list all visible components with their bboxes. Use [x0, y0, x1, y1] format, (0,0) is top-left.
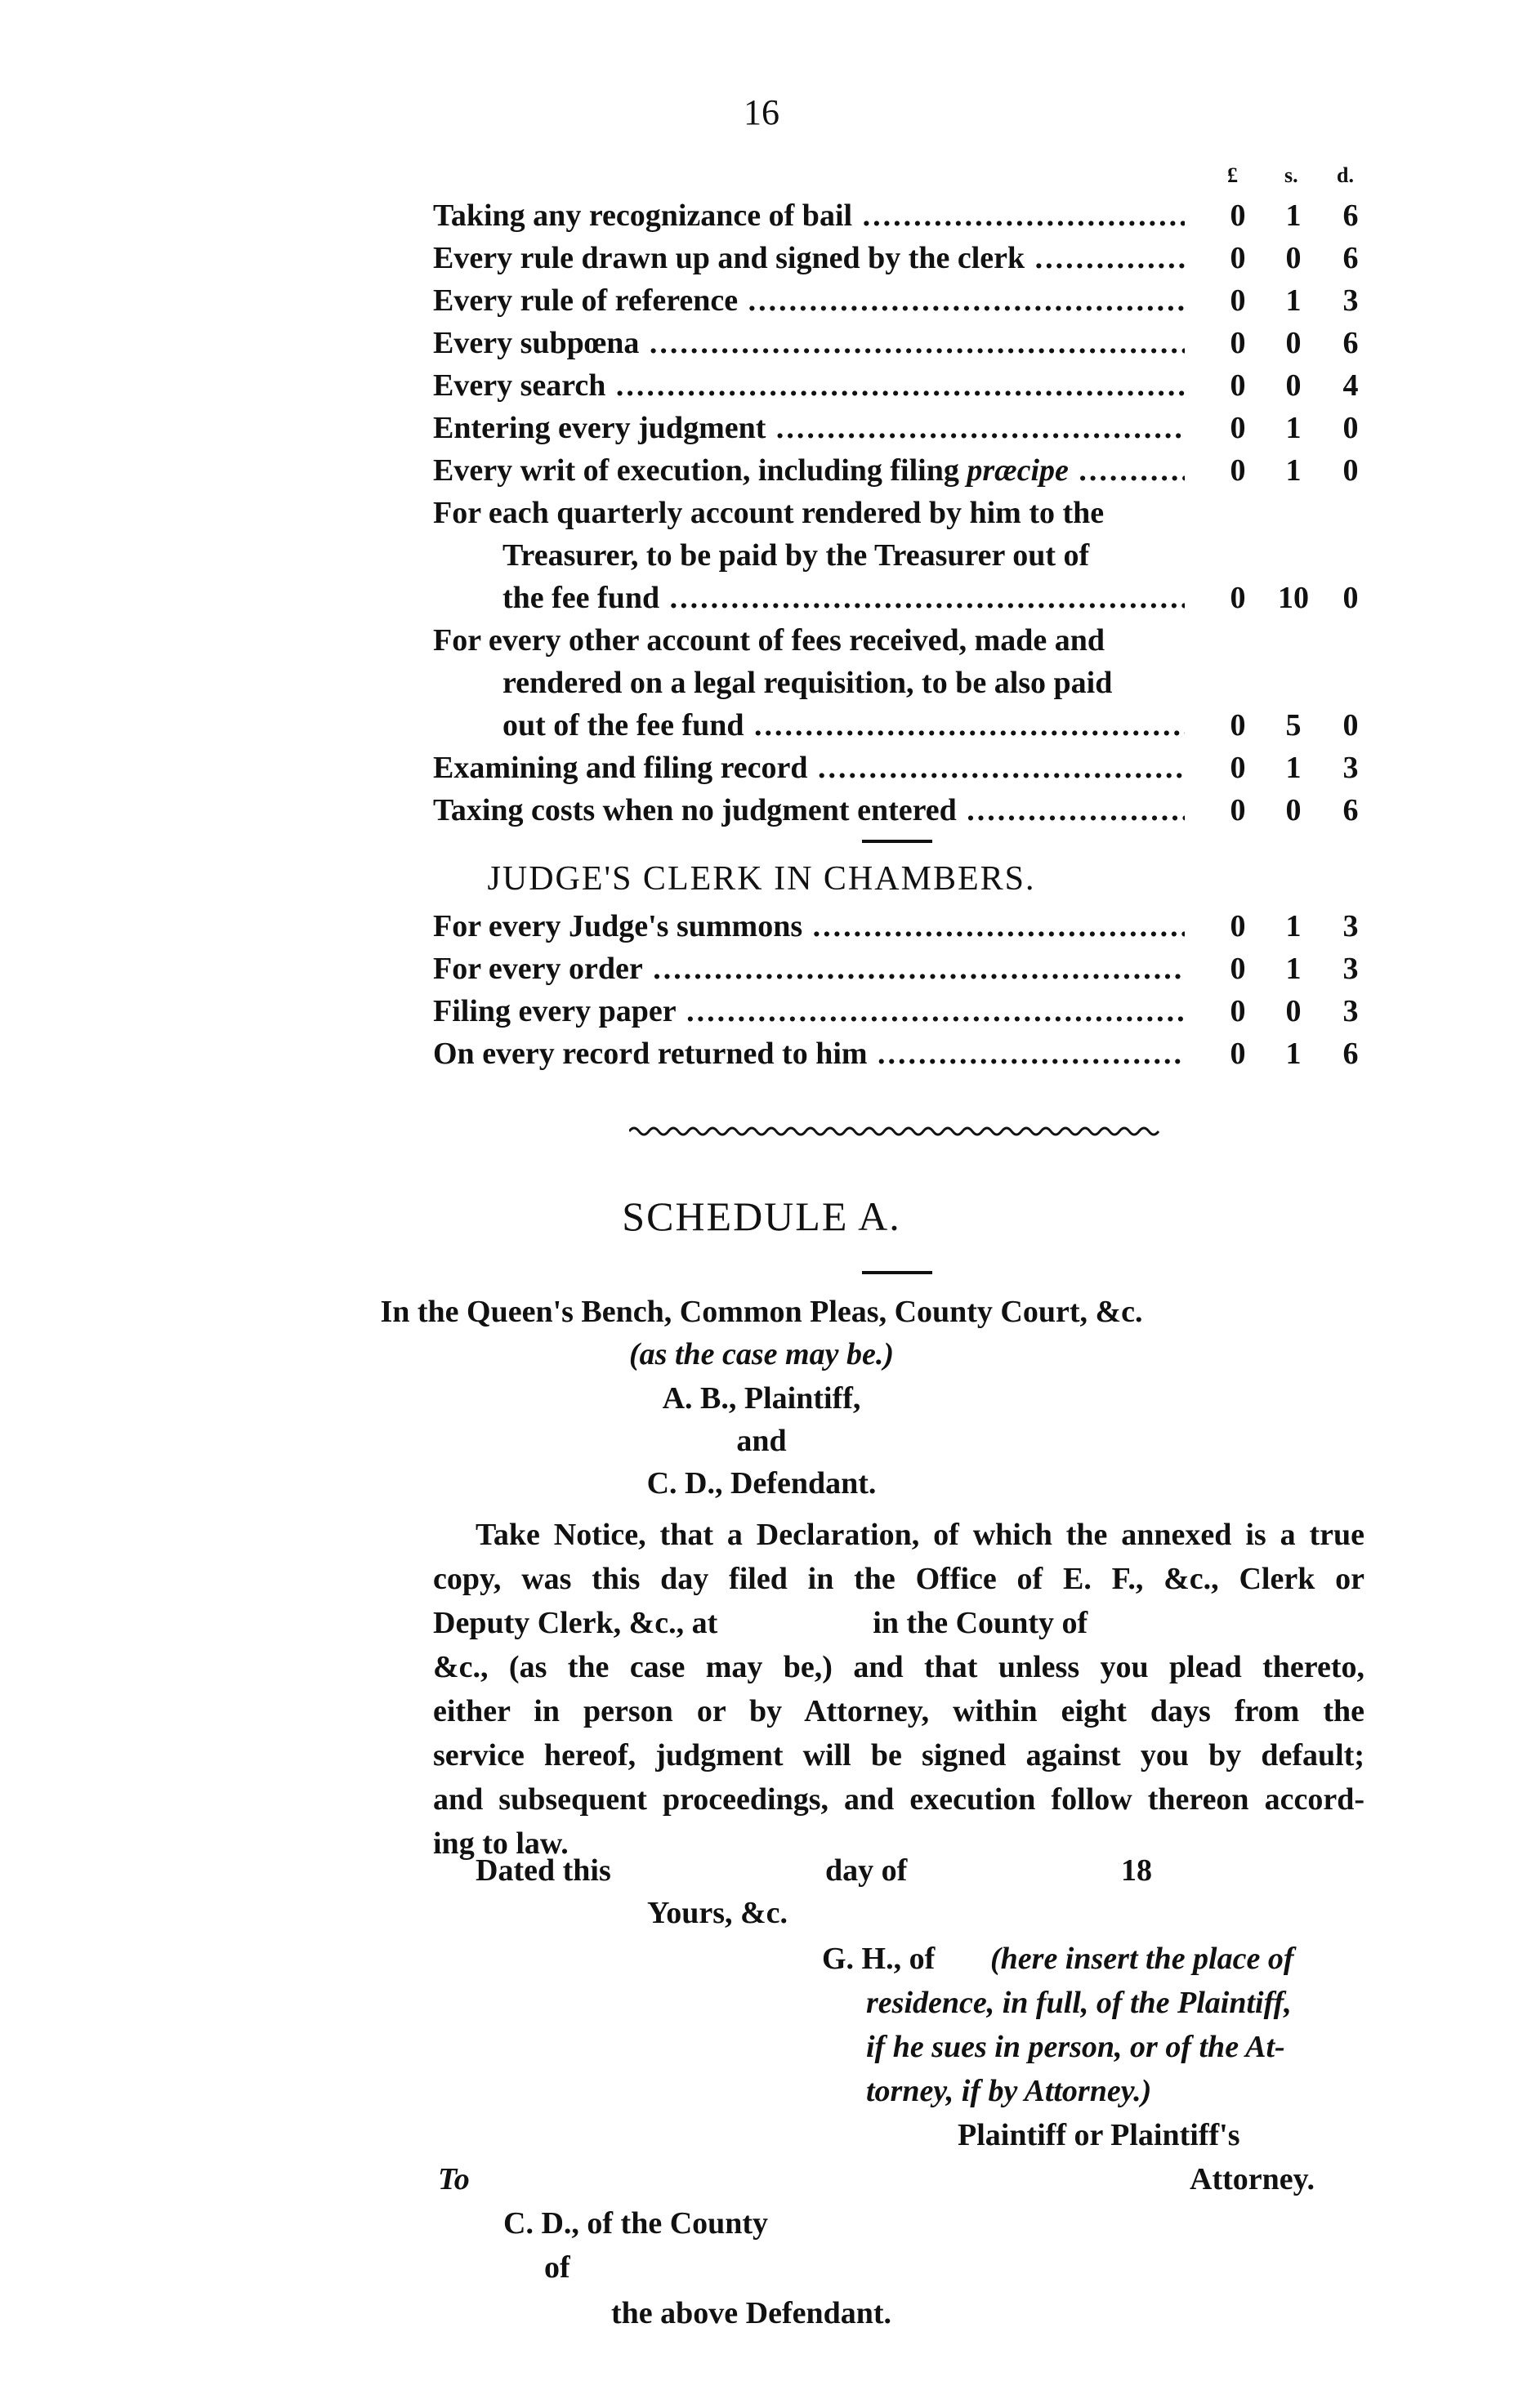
fee-description-italic: præcipe: [967, 453, 1069, 488]
fee-description-line: Treasurer, to be paid by the Treasurer out of: [502, 538, 1090, 573]
notice-line: Deputy Clerk, &c., at in the County of: [433, 1606, 1088, 1640]
fee-shillings: 0: [1285, 326, 1302, 360]
fee-description: For every Judge's summons .....: [433, 905, 1185, 948]
fee-pounds: 0: [1230, 751, 1246, 785]
fee-description: For every order .....: [433, 948, 1185, 990]
fee-description-line: rendered on a legal requisition, to be also paid: [502, 666, 1113, 700]
fee-pence: 6: [1342, 1037, 1359, 1071]
fee-description-line: the fee fund .....: [433, 577, 1185, 619]
fee-pounds: 0: [1230, 994, 1246, 1028]
fee-description: [433, 449, 1185, 492]
ornamental-wavy-rule: [629, 1122, 1168, 1141]
fee-shillings: 0: [1285, 793, 1302, 827]
fee-description: Every search .....: [433, 364, 1185, 407]
fee-description-line: For each quarterly account rendered by him to the: [433, 496, 1105, 530]
fee-description: Every rule drawn up and signed by the clerk .....: [433, 237, 1185, 279]
fee-row-line: [433, 577, 1364, 619]
fee-row-line: [433, 704, 1364, 747]
case-note: (as the case may be.): [629, 1337, 894, 1371]
fee-row: [433, 407, 1364, 449]
fee-row: [433, 948, 1364, 990]
fee-shillings: 1: [1285, 453, 1302, 488]
fee-pounds: 0: [1230, 952, 1246, 986]
fee-row: [433, 1032, 1364, 1075]
fee-pence: 0: [1342, 411, 1359, 445]
fee-pounds: 0: [1230, 411, 1246, 445]
signer-role: Plaintiff or Plaintiff's: [958, 2118, 1240, 2152]
fee-row: [433, 747, 1364, 789]
section-divider: [862, 1271, 932, 1274]
notice-line: copy, was this day filed in the Office of E. F., &c., Clerk or: [433, 1562, 1364, 1596]
fee-pounds: 0: [1230, 909, 1246, 943]
signer-note-line: residence, in full, of the Plaintiff,: [866, 1986, 1292, 2020]
fee-pence: 0: [1342, 581, 1359, 615]
addressee-line: the above Defendant.: [611, 2296, 892, 2330]
shillings-header: s.: [1284, 163, 1298, 187]
and-line: and: [736, 1424, 787, 1458]
fee-shillings: 1: [1285, 411, 1302, 445]
fee-pounds: 0: [1230, 453, 1246, 488]
fee-pounds: 0: [1230, 241, 1246, 275]
fee-pence: 4: [1342, 368, 1359, 403]
fee-row: [433, 364, 1364, 407]
fee-row: [433, 990, 1364, 1032]
addressee-line: of: [544, 2250, 570, 2285]
fee-shillings: 1: [1285, 952, 1302, 986]
fee-description: Examining and filing record .....: [433, 747, 1185, 789]
fee-shillings: 1: [1285, 751, 1302, 785]
section-divider: [862, 840, 932, 843]
fee-pounds: 0: [1230, 1037, 1246, 1071]
fee-pounds: 0: [1230, 581, 1246, 615]
fee-row-line: [433, 534, 1364, 577]
fee-description: On every record returned to him .....: [433, 1032, 1185, 1075]
fee-pounds: 0: [1230, 283, 1246, 318]
page-number: 16: [744, 92, 779, 132]
pounds-header: £: [1227, 163, 1238, 187]
signer-name: G. H., of: [822, 1942, 936, 1976]
fee-shillings: 10: [1278, 581, 1309, 615]
fee-pounds: 0: [1230, 198, 1246, 233]
signer-note-line: (here insert the place of: [990, 1942, 1294, 1976]
fee-description: Taking any recognizance of bail .....: [433, 194, 1185, 237]
fee-shillings: 1: [1285, 283, 1302, 318]
signer-note-line: torney, if by Attorney.): [866, 2074, 1152, 2108]
fee-pence: 3: [1342, 952, 1359, 986]
fee-description: Filing every paper .....: [433, 990, 1185, 1032]
fee-pounds: 0: [1230, 368, 1246, 403]
fee-pounds: 0: [1230, 326, 1246, 360]
fee-description: Every rule of reference .....: [433, 279, 1185, 322]
pence-header: d.: [1337, 163, 1354, 187]
notice-line: ing to law.: [433, 1826, 569, 1861]
fee-row: [433, 905, 1364, 948]
schedule-title: SCHEDULE A.: [622, 1193, 901, 1239]
fee-pence: 6: [1342, 793, 1359, 827]
judges-clerk-title: JUDGE'S CLERK IN CHAMBERS.: [487, 860, 1036, 898]
signer-role-attorney: Attorney.: [1190, 2162, 1315, 2196]
addressee-line: C. D., of the County: [503, 2206, 769, 2241]
notice-paragraph: [433, 1513, 1364, 1866]
notice-line: either in person or by Attorney, within eight days from the: [433, 1694, 1364, 1728]
notice-line: Take Notice, that a Declaration, of which the annexed is a true: [476, 1518, 1364, 1552]
court-line: In the Queen's Bench, Common Pleas, County Court, &c.: [380, 1295, 1143, 1329]
fee-row-line: [433, 492, 1364, 534]
fee-description: Entering every judgment .....: [433, 407, 1185, 449]
fee-description-line: out of the fee fund .....: [433, 704, 1185, 747]
fee-shillings: 1: [1285, 198, 1302, 233]
fee-pence: 0: [1342, 453, 1359, 488]
fee-row: [433, 194, 1364, 237]
dated-this-label: Dated this: [476, 1853, 611, 1888]
fee-shillings: 0: [1285, 368, 1302, 403]
fees-table: [433, 194, 1364, 832]
signer-note-line: if he sues in person, or of the At-: [866, 2030, 1285, 2064]
fee-pence: 6: [1342, 198, 1359, 233]
notice-line: service hereof, judgment will be signed against you by default;: [433, 1738, 1364, 1773]
fee-shillings: 0: [1285, 994, 1302, 1028]
fee-shillings: 5: [1285, 708, 1302, 742]
notice-line: and subsequent proceedings, and execution follow thereon accord-: [433, 1782, 1364, 1817]
fee-pounds: 0: [1230, 708, 1246, 742]
fee-description: Taxing costs when no judgment entered .....: [433, 789, 1185, 832]
fee-pence: 3: [1342, 283, 1359, 318]
defendant-line: C. D., Defendant.: [646, 1466, 877, 1501]
fee-row: [433, 279, 1364, 322]
fee-pence: 0: [1342, 708, 1359, 742]
fee-pence: 6: [1342, 241, 1359, 275]
fee-shillings: 1: [1285, 1037, 1302, 1071]
fee-row: [433, 237, 1364, 279]
fee-row-line: [433, 662, 1364, 704]
fee-shillings: 0: [1285, 241, 1302, 275]
fee-row: [433, 322, 1364, 364]
fee-shillings: 1: [1285, 909, 1302, 943]
fee-pence: 6: [1342, 326, 1359, 360]
fee-pence: 3: [1342, 909, 1359, 943]
fee-row-line: [433, 619, 1364, 662]
fee-description: Every subpœna .....: [433, 322, 1185, 364]
notice-line: &c., (as the case may be,) and that unless you plead thereto,: [433, 1650, 1364, 1684]
year-label: 18: [1121, 1853, 1152, 1888]
plaintiff-line: A. B., Plaintiff,: [662, 1381, 861, 1416]
fee-pence: 3: [1342, 751, 1359, 785]
day-of-label: day of: [825, 1853, 908, 1888]
fee-description-line: For every other account of fees received, made and: [433, 623, 1105, 658]
fee-description-text: Every writ of execution, including filing: [433, 453, 959, 488]
yours-line: Yours, &c.: [647, 1896, 788, 1930]
fee-row: [433, 449, 1364, 492]
fee-pounds: 0: [1230, 793, 1246, 827]
fee-row: [433, 789, 1364, 832]
fee-pence: 3: [1342, 994, 1359, 1028]
to-label: To: [438, 2162, 470, 2196]
judges-clerk-fees-table: [433, 905, 1364, 1075]
